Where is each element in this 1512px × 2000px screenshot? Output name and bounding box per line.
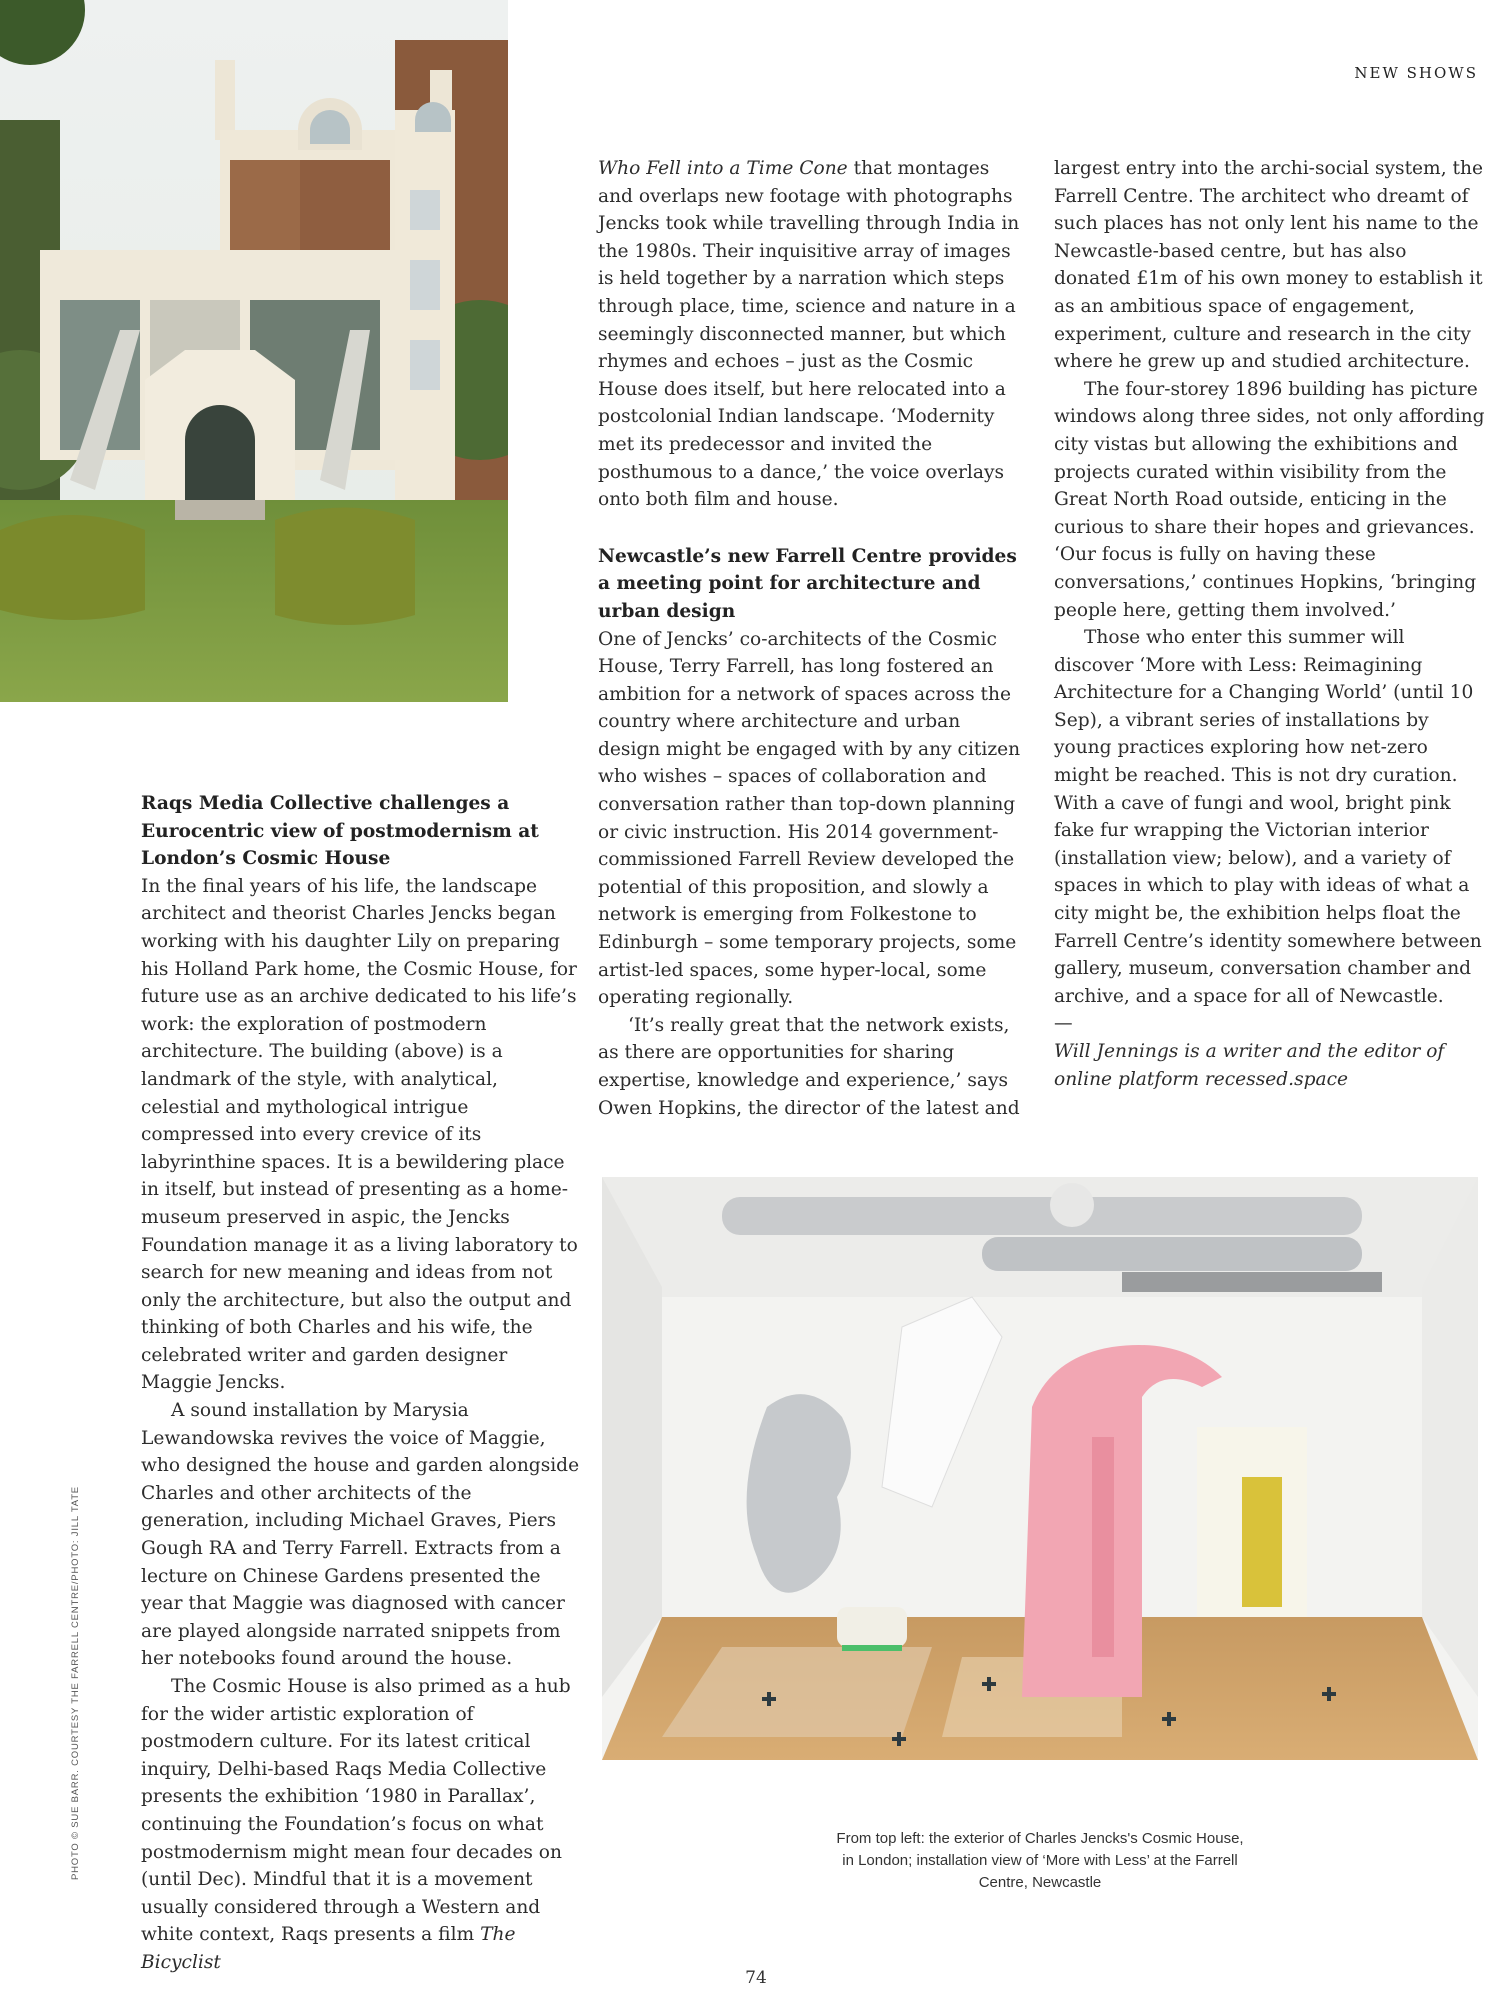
article-column-2 [598, 155, 1028, 1122]
paragraph [141, 1673, 581, 1977]
cosmic-house-illustration [0, 0, 508, 702]
section-heading-farrell-centre: Newcastle’s new Farrell Centre provides a meeting point for architecture and urban design [598, 545, 1017, 622]
installation-illustration [602, 1177, 1478, 1760]
paragraph [598, 155, 1028, 514]
section-label: NEW SHOWS [1354, 64, 1478, 82]
photo-credit: PHOTO © SUE BARR. COURTESY THE FARRELL CENTRE/PHOTO: JILL TATE [70, 1486, 81, 1880]
cosmic-house-photo [0, 0, 508, 702]
photo-caption: From top left: the exterior of Charles Jencks's Cosmic House, in London; installation view of ‘More with Less’ at the Farrell Centre, Newcastle [836, 1830, 1244, 1891]
section-heading-cosmic-house: Raqs Media Collective challenges a Eurocentric view of postmodernism at London’s Cosmic House [141, 793, 539, 870]
paragraph: largest entry into the archi-social system, the Farrell Centre. The architect who dreamt of such places has not only lent his name to the Newcastle-based centre, but has also donated £1m of his own money to establish it as an ambitious space of engagement, experiment, culture and research in the city where he grew up and studied architecture. [1054, 158, 1483, 373]
film-title: Who Fell into a Time Cone [598, 158, 848, 179]
paragraph-text: that montages and overlaps new footage with photographs Jencks took while travelling through India in the 1980s. Their inquisitive array of images is held together by a narration which steps through place, time, science and nature in a seemingly disconnected manner, but which rhymes and echoes – just as the Cosmic House does itself, but here relocated into a postcolonial Indian landscape. ‘Modernity met its predecessor and invited the posthumous to a dance,’ the voice overlays onto both film and house. [598, 158, 1020, 511]
paragraph: The four-storey 1896 building has picture windows along three sides, not only affording city vistas but allowing the exhibitions and projects curated within visibility from the Great North Road outside, enticing in the curious to share their hopes and grievances. ‘Our focus is fully on having these conversations,’ continues Hopkins, ‘bringing people here, getting them involved.’ [1054, 378, 1485, 621]
paragraph: A sound installation by Marysia Lewandowska revives the voice of Maggie, who designed the house and garden alongside Charles and other architects of the generation, including Michael Graves, Piers Gough RA and Terry Farrell. Extracts from a lecture on Chinese Gardens presented the year that Maggie was diagnosed with cancer are played alongside narrated snippets from her notebooks found around the house. [141, 1400, 580, 1670]
farrell-centre-installation-photo [602, 1177, 1478, 1760]
paragraph: ‘It’s really great that the network exists, as there are opportunities for sharing expertise, knowledge and experience,’ says Owen Hopkins, the director of the latest and [598, 1014, 1020, 1119]
author-byline: Will Jennings is a writer and the editor of online platform recessed.space [1054, 1041, 1445, 1090]
film-title: The Bicyclist [141, 1924, 516, 1973]
article-column-1 [141, 790, 581, 1977]
article-column-3 [1054, 155, 1486, 1093]
page-number: 74 [745, 1968, 767, 1988]
paragraph: One of Jencks’ co-architects of the Cosmic House, Terry Farrell, has long fostered an ambition for a network of spaces across the country where architecture and urban design might be engaged with by any citizen who wishes – spaces of collaboration and conversation rather than top-down planning or civic instruction. His 2014 government-commissioned Farrell Review developed the potential of this proposition, and slowly a network is emerging from Folkestone to Edinburgh – some temporary projects, some artist-led spaces, some hyper-local, some operating regionally. [598, 628, 1021, 1009]
paragraph-text: The Cosmic House is also primed as a hub for the wider artistic exploration of postmodern culture. For its latest critical inquiry, Delhi-based Raqs Media Collective presents the exhibition ‘1980 in Parallax’, continuing the Foundation’s focus on what postmodernism might mean four decades on (until Dec). Mindful that it is a movement usually considered through a Western and white context, Raqs presents a film [141, 1676, 571, 1946]
end-dash: — [1054, 1013, 1073, 1035]
paragraph: In the final years of his life, the landscape architect and theorist Charles Jencks began working with his daughter Lily on preparing his Holland Park home, the Cosmic House, for future use as an archive dedicated to his life’s work: the exploration of postmodern architecture. The building (above) is a landmark of the style, with analytical, celestial and mythological intrigue compressed into every crevice of its labyrinthine spaces. It is a bewildering place in itself, but instead of presenting as a home-museum preserved in aspic, the Jencks Foundation manage it as a living laboratory to search for new meaning and ideas from not only the architecture, but also the output and thinking of both Charles and his wife, the celebrated writer and garden designer Maggie Jencks. [141, 875, 578, 1394]
paragraph: Those who enter this summer will discover ‘More with Less: Reimagining Architecture for a Changing World’ (until 10 Sep), a vibrant series of installations by young practices exploring how net-zero might be reached. This is not dry curation. With a cave of fungi and wool, bright pink fake fur wrapping the Victorian interior (installation view; below), and a variety of spaces in which to play with ideas of what a city might be, the exhibition helps float the Farrell Centre’s identity somewhere between gallery, museum, conversation chamber and archive, and a space for all of Newcastle. [1054, 627, 1482, 1007]
